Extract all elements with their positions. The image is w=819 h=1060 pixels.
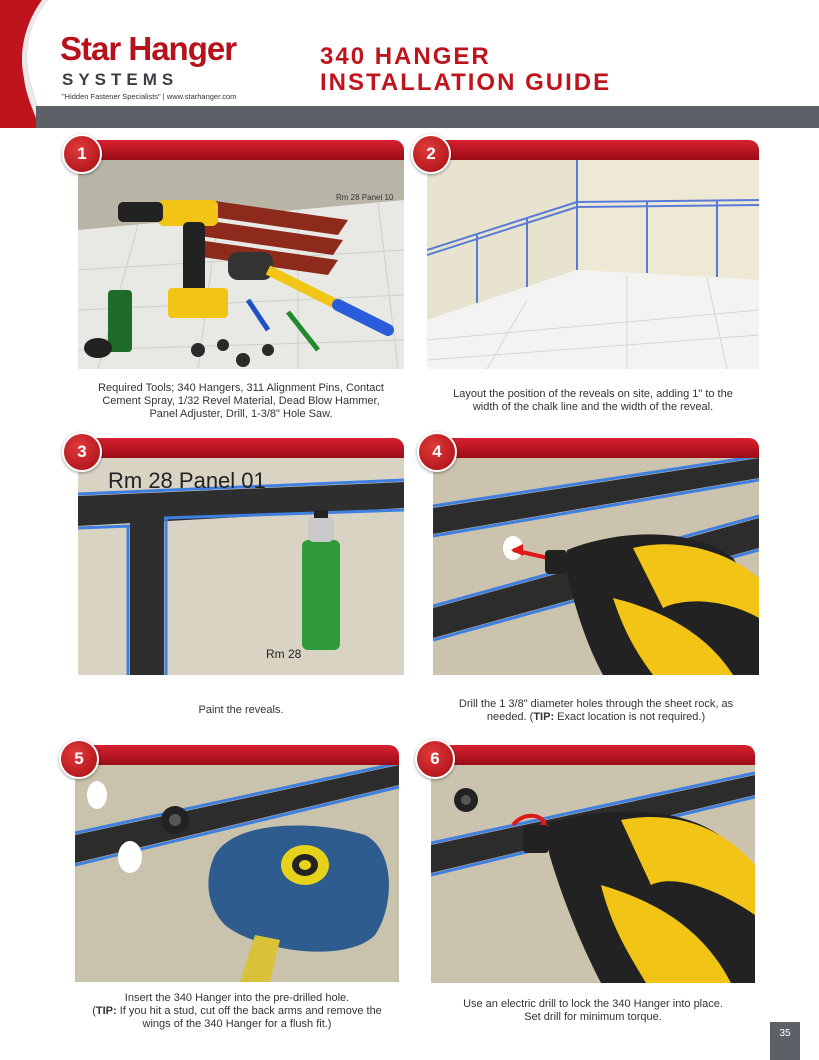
logo-tagline: "Hidden Fastener Specialists" | www.starhanger.com bbox=[62, 92, 237, 101]
step-5 bbox=[75, 745, 399, 1045]
tools-on-floor-photo bbox=[78, 160, 404, 369]
caption-text: ( bbox=[92, 1005, 96, 1017]
hammer-hanger-photo bbox=[75, 765, 399, 982]
step-3 bbox=[78, 438, 404, 728]
caption-text: Exact location is not required.) bbox=[554, 711, 706, 723]
logo-wordmark: Star Hanger bbox=[60, 30, 237, 67]
step-caption bbox=[427, 388, 759, 414]
paint-reveals-photo bbox=[78, 458, 404, 675]
step-header-bar bbox=[433, 438, 759, 458]
document-title-line2: INSTALLATION GUIDE bbox=[320, 69, 612, 96]
caption-line bbox=[75, 1005, 399, 1018]
step-number-badge: 2 bbox=[411, 134, 451, 174]
step-caption bbox=[78, 382, 404, 421]
step-header-bar bbox=[431, 745, 755, 765]
logo-systems-text: SYSTEMS bbox=[62, 70, 179, 89]
tip-label: TIP: bbox=[533, 711, 555, 723]
step-2 bbox=[427, 140, 759, 430]
caption-text: needed. ( bbox=[486, 711, 534, 723]
caption-line: Set drill for minimum torque. bbox=[524, 1011, 662, 1023]
step-1 bbox=[78, 140, 404, 430]
caption-line bbox=[433, 711, 759, 724]
wall-label: Rm 28 Panel 10 bbox=[336, 193, 394, 202]
step-caption bbox=[78, 704, 404, 717]
step-caption bbox=[75, 992, 399, 1031]
caption-line: wings of the 340 Hanger for a flush fit.) bbox=[142, 1018, 332, 1030]
caption-line: Panel Adjuster, Drill, 1-3/8" Hole Saw. bbox=[149, 408, 333, 420]
caption-line: Required Tools; 340 Hangers, 311 Alignment Pins, Contact bbox=[98, 382, 384, 394]
step-caption bbox=[431, 998, 755, 1024]
step-header-bar bbox=[78, 140, 404, 160]
step-number-badge: 6 bbox=[415, 739, 455, 779]
step-caption bbox=[433, 698, 759, 724]
step-header-bar bbox=[427, 140, 759, 160]
wall-label-top: Rm 28 Panel 01 bbox=[108, 468, 266, 493]
tip-label: TIP: bbox=[95, 1005, 117, 1017]
step-4 bbox=[433, 438, 759, 728]
caption-line: Cement Spray, 1/32 Revel Material, Dead Blow Hammer, bbox=[102, 395, 380, 407]
step-number-badge: 4 bbox=[417, 432, 457, 472]
caption-line: Layout the position of the reveals on site, adding 1" to the bbox=[453, 388, 733, 400]
room-layout-photo bbox=[427, 160, 759, 369]
caption-line: Insert the 340 Hanger into the pre-drilled hole. bbox=[124, 992, 350, 1004]
step-header-bar bbox=[78, 438, 404, 458]
page-number: 35 bbox=[779, 1028, 791, 1039]
page-header bbox=[0, 0, 819, 128]
step-number-badge: 5 bbox=[59, 739, 99, 779]
caption-line: width of the chalk line and the width of the reveal. bbox=[472, 401, 714, 413]
caption-line: Use an electric drill to lock the 340 Hanger into place. bbox=[463, 998, 723, 1010]
step-number-badge: 1 bbox=[62, 134, 102, 174]
caption-line: Paint the reveals. bbox=[198, 704, 284, 716]
step-header-bar bbox=[75, 745, 399, 765]
step-6 bbox=[431, 745, 755, 1045]
page-number-box bbox=[770, 1022, 800, 1060]
document-title bbox=[320, 44, 611, 96]
drill-lock-hanger-photo bbox=[431, 765, 755, 983]
drill-holes-photo bbox=[433, 458, 759, 675]
wall-label-bottom: Rm 28 bbox=[266, 647, 302, 661]
caption-text: If you hit a stud, cut off the back arms and remove the bbox=[116, 1005, 382, 1017]
step-number-badge: 3 bbox=[62, 432, 102, 472]
caption-line: Drill the 1 3/8" diameter holes through the sheet rock, as bbox=[458, 698, 734, 710]
header-gray-bar bbox=[36, 106, 819, 128]
document-title-line1: 340 HANGER bbox=[320, 43, 491, 70]
